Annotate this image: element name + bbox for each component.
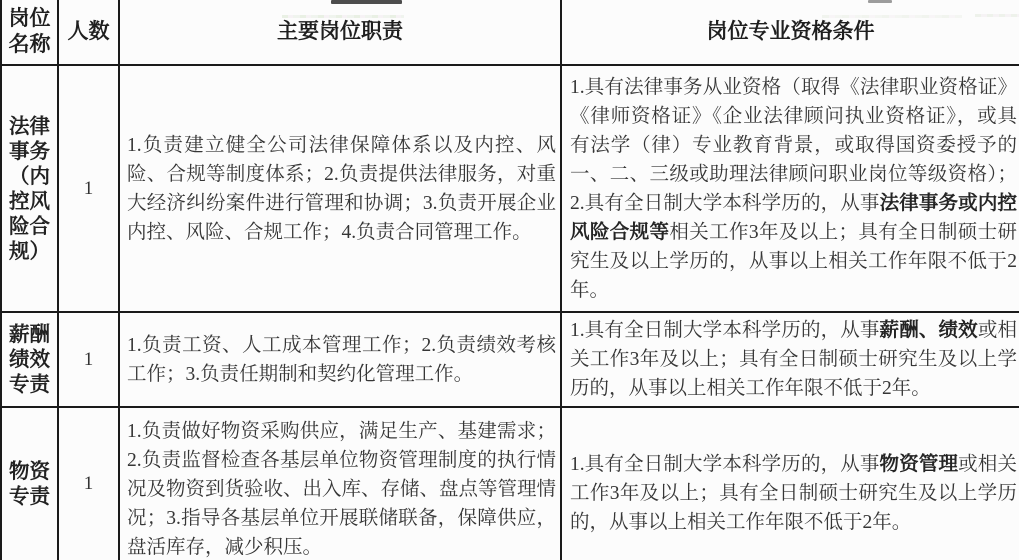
headcount-cell: 1 [59, 66, 120, 311]
bold-emphasis-text: 法律事务或内控风险合规等 [570, 191, 1017, 243]
table-row [2, 313, 1019, 408]
rich-text [570, 450, 1017, 537]
qualifications-cell [562, 66, 1019, 311]
header-position-name: 岗位名称 [2, 0, 59, 64]
duties-cell: 1.负责做好物资采购供应，满足生产、基建需求；2.负责监督检查各基层单位物资管理制度的执行情况及物资到货验收、出入库、存储、盘点等管理情况；3.指导各基层单位开展联储联备，保障供应，盘活库存，减少积压。 [120, 408, 562, 560]
rich-text [570, 73, 1017, 305]
duties-cell: 1.负责建立健全公司法律保障体系以及内控、风险、合规等制度体系；2.负责提供法律服务，对重大经济纠纷案件进行管理和协调；3.负责开展企业内控、风险、合规工作；4.负责合同管理工作。 [120, 66, 562, 311]
plain-text: 或相关工作3年及以上；具有全日制硕士研究生及以上学历的，从事以上相关工作年限不低于2年。 [570, 453, 1017, 533]
plain-text: 1.具有全日制大学本科学历的，从事 [570, 320, 880, 341]
plain-text: 1.具有法律事务从业资格（取得《法律职业资格证》《律师资格证》《企业法律顾问执业资格证》，或具有法学（律）专业教育背景，或取得国资委授予的一、二、三级或助理法律顾问职业岗位等级资格）；2.具有全日制大学本科学历的，从事 [570, 76, 1017, 214]
bold-emphasis-text: 薪酬、绩效 [879, 319, 978, 341]
header-main-duties: 主要岗位职责 [120, 0, 562, 64]
duties-cell: 1.负责工资、人工成本管理工作；2.负责绩效考核工作；3.负责任期制和契约化管理工作。 [120, 313, 562, 406]
position-name-cell: 法律事务（内控风险合规） [2, 66, 59, 311]
table-header-row [2, 0, 1019, 66]
plain-text: 相关工作3年及以上；具有全日制硕士研究生及以上学历的，从事以上相关工作年限不低于2年。 [570, 221, 1017, 301]
plain-text: 或相关工作3年及以上；具有全日制硕士研究生及以上学历的，从事以上相关工作年限不低于2年。 [570, 320, 1017, 399]
rich-text [570, 316, 1017, 403]
headcount-cell: 1 [59, 408, 120, 560]
table-row [2, 66, 1019, 313]
qualifications-cell [562, 313, 1019, 406]
headcount-cell: 1 [59, 313, 120, 406]
table-row [2, 408, 1019, 560]
qualifications-cell [562, 408, 1019, 560]
header-qualifications: 岗位专业资格条件 [706, 20, 875, 43]
plain-text: 1.具有全日制大学本科学历的，从事 [570, 453, 880, 475]
position-name-cell: 物资专责 [2, 408, 59, 560]
position-name-cell: 薪酬绩效专责 [2, 313, 59, 406]
bold-emphasis-text: 物资管理 [879, 452, 959, 475]
header-headcount: 人数 [59, 0, 120, 64]
